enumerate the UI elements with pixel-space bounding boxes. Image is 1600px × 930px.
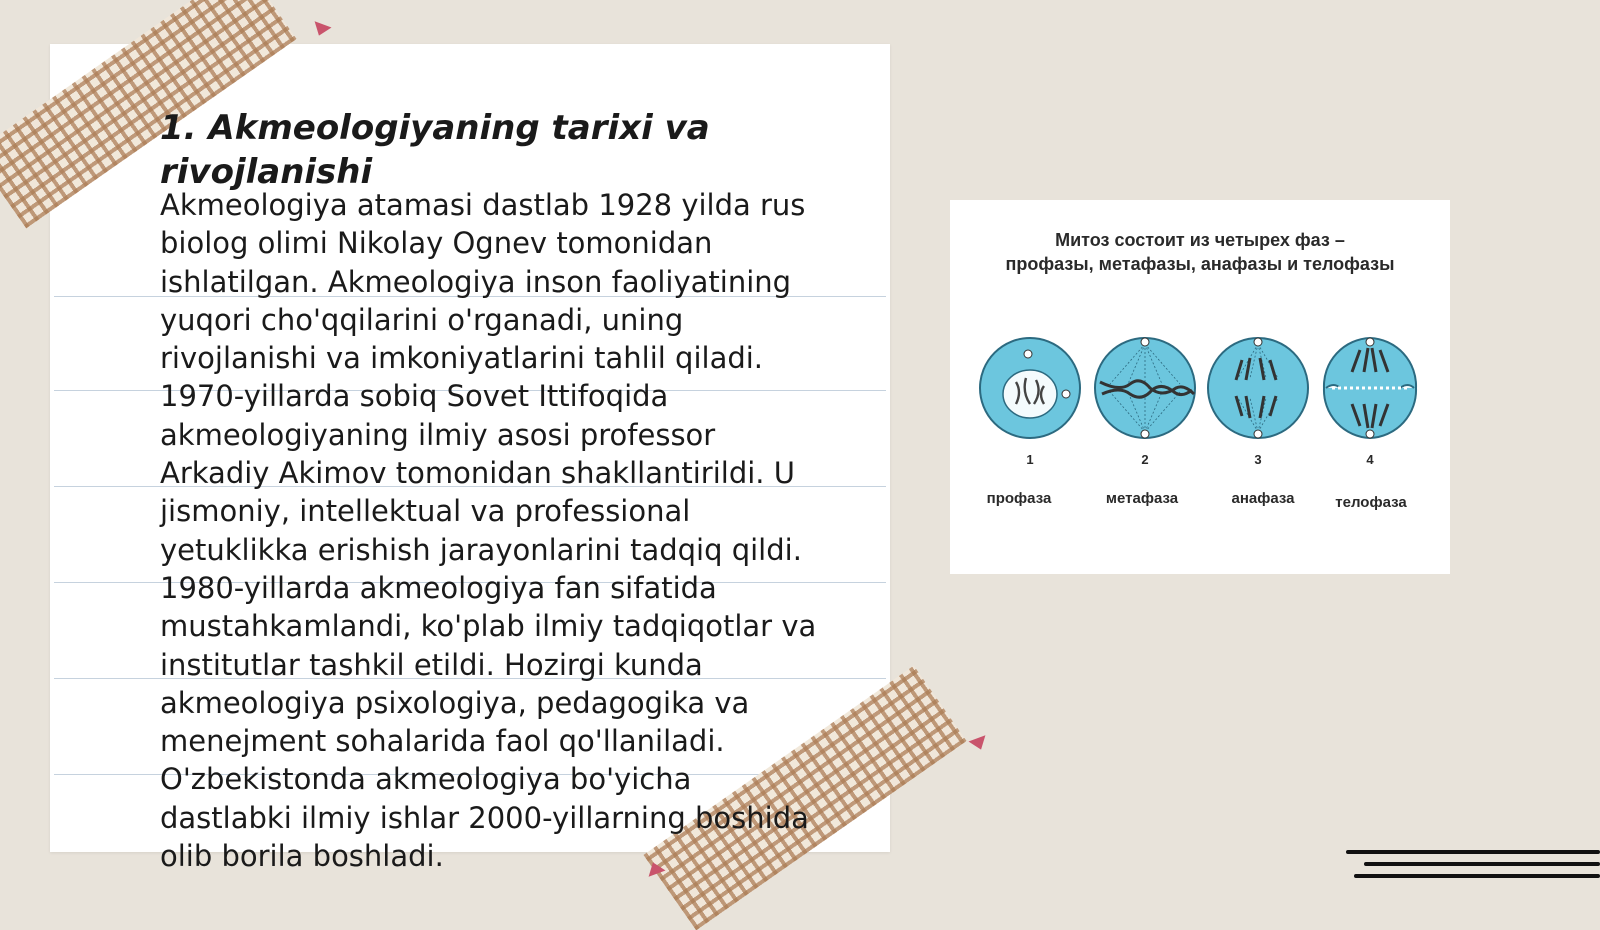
anaphase-cell-icon [1208, 338, 1308, 438]
phase-label: телофаза [1335, 494, 1407, 511]
phase-number: 2 [1141, 452, 1149, 467]
brush-line [1346, 850, 1600, 854]
phase-label: профаза [986, 490, 1052, 507]
phase-label: анафаза [1231, 490, 1295, 507]
mitosis-cells-illustration [950, 328, 1450, 448]
mitosis-figure [950, 200, 1450, 574]
metaphase-cell-icon [1095, 338, 1195, 438]
pin-icon [968, 735, 989, 752]
slide-heading: 1. Akmeologiyaning tarixi va rivojlanishi [160, 108, 710, 192]
brush-line [1354, 874, 1600, 878]
phase-label: метафаза [1105, 490, 1179, 507]
phase-number: 1 [1026, 452, 1034, 467]
pin-icon [310, 21, 331, 38]
slide-body-text: Akmeologiya atamasi dastlab 1928 yilda rus biolog olimi Nikolay Ognev tomonidan ishlatilgan. Akmeologiya inson faoliyatining yuqori cho'qqilarini o'rganadi, uning rivojlanishi va imkoniyatlarini tahlil qiladi. 1970-yillarda sobiq Sovet Ittifoqida akmeologiyaning ilmiy asosi professor Arkadiy Akimov tomonidan shakllantirildi. U jismoniy, intellektual va professional yetuklikka erishish jarayonlarini tadqiq qildi. 1980-yillarda akmeologiya fan sifatida mustahkamlandi, ko'plab ilmiy tadqiqotlar va institutlar tashkil etildi. Hozirgi kunda akmeologiya psixologiya, pedagogika va menejment sohalarida faol qo'llaniladi. O'zbekistonda akmeologiya bo'yicha dastlabki ilmiy ishlar 2000-yillarning boshida olib borila boshladi. [160, 188, 817, 874]
prophase-cell-icon [980, 338, 1080, 438]
brush-line [1364, 862, 1600, 866]
decorative-brush-lines [1346, 846, 1600, 900]
telophase-cell-icon [1324, 338, 1416, 438]
figure-title: Митоз состоит из четырех фаз – профазы, метафазы, анафазы и телофазы [1005, 230, 1395, 274]
phase-number: 4 [1366, 452, 1374, 467]
phase-number: 3 [1254, 452, 1262, 467]
